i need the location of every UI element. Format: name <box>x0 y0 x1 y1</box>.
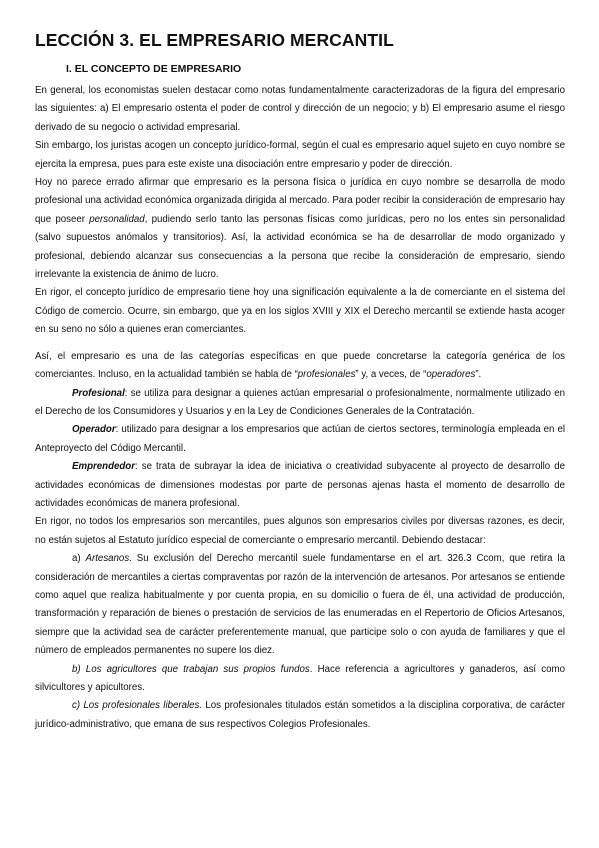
term-operador: Operador <box>72 424 116 436</box>
term-profesionales: profesionales <box>297 369 356 381</box>
paragraph-definition: Hoy no parece errado afirmar que empresario es la persona física o jurídica en cuyo nombre se desarrolla de modo profesional una actividad económica organizada dirigida al mercado. Para poder recibir la consideración de empresario hay que poseer personalidad, pudiendo serlo tanto las personas físicas como jurídicas, pero no los entes sin personalidad (salvo supuestos anómalos y transitorios). Así, la actividad económica se ha de desarrollar de modo organizado y profesional, debiendo alcanzar sus consecuencias a la persona que recibe la consideración de empresario, siendo irrelevante la existencia de ánimo de lucro. <box>35 177 565 281</box>
lesson-title: LECCIÓN 3. EL EMPRESARIO MERCANTIL <box>35 30 394 50</box>
term-personalidad: personalidad <box>89 213 145 225</box>
paragraph-non-mercantile: En rigor, no todos los empresarios son mercantiles, pues algunos son empresarios civiles por diversas razones, es decir, no están sujetos al Estatuto jurídico especial de comerciante o empresario mercantil. Debiendo destacar: <box>35 516 565 546</box>
paragraph-categories: Así, el empresario es una de las categorías específicas en que puede concretarse la categoría genérica de los comerciantes. Incluso, en la actualidad también se habla de “profesionales” y, a veces, de “operadores”. <box>35 350 565 381</box>
term-profesionales-liberales: c) Los profesionales liberales. <box>72 700 203 712</box>
paragraph-jurists: Sin embargo, los juristas acogen un concepto jurídico-formal, según el cual es empresario aquel sujeto en cuyo nombre se ejercita la empresa, pues para este existe una disociación entre empresario y poder de dirección. <box>35 140 565 170</box>
term-profesional: Profesional <box>72 387 125 399</box>
paragraph-operador: Operador: utilizado para designar a los empresarios que actúan de ciertos sectores, terminología empleada en el Anteproyecto del Código Mercantil. <box>35 424 565 454</box>
paragraph-profesional: Profesional: se utiliza para designar a quienes actúan empresarial o profesionalmente, normalmente utilizado en el Derecho de los Consumidores y Usuarios y en la Ley de Condiciones Generales de la Contratación. <box>35 387 565 417</box>
paragraph-economists: En general, los economistas suelen destacar como notas fundamentalmente caracterizadoras de la figura del empresario las siguientes: a) El empresario ostenta el poder de control y dirección de un negocio; y b) El empresario asume el riesgo derivado de su negocio o actividad empresarial. <box>35 85 565 133</box>
paragraph-agricultores: b) Los agricultores que trabajan sus propios fundos. Hace referencia a agricultores y ganaderos, así como silvicultores y apicultores. <box>35 663 565 693</box>
paragraph-rigor: En rigor, el concepto jurídico de empresario tiene hoy una significación equivalente a la de comerciante en el sistema del Código de comercio. Ocurre, sin embargo, que ya en los siglos XVIII y XIX el Derecho mercantil se extiende hasta acoger en su seno no sólo a quienes eran comerciantes. <box>35 287 565 336</box>
paragraph-emprendedor: Emprendedor: se trata de subrayar la idea de iniciativa o creatividad subyacente al proyecto de desarrollo de actividades económicas de dimensiones modestas por parte de personas ajenas hasta el momento de desarrollo de actividades económicas de manera profesional. <box>35 461 565 509</box>
term-artesanos: Artesanos <box>85 553 130 565</box>
paragraph-profesionales-liberales: c) Los profesionales liberales. Los profesionales titulados están sometidos a la disciplina corporativa, de carácter jurídico-administrativo, que emana de sus respectivos Colegios Profesionales. <box>35 700 565 730</box>
document-page <box>35 30 565 734</box>
term-agricultores: b) Los agricultores que trabajan sus propios fundos <box>72 663 310 675</box>
term-operadores: operadores <box>426 369 476 381</box>
paragraph-artesanos: a) Artesanos. Su exclusión del Derecho mercantil suele fundamentarse en el art. 326.3 Ccom, que retira la consideración de mercantiles a ciertas compraventas por razón de la intervención de artesanos. Por artesanos se entiende como aquel que realiza habitualmente y por cuenta propia, en su domicilio o fuera de él, una actividad de producción, transformación y reparación de bienes o prestación de servicios de las enumeradas en el Repertorio de Oficios Artesanos, siempre que la actividad sea de carácter preferentemente manual, que participe solo o con ayuda de familiares y que el número de empleados permanentes no supere los diez. <box>35 553 565 657</box>
section-heading: I. EL CONCEPTO DE EMPRESARIO <box>66 63 242 75</box>
term-emprendedor: Emprendedor <box>72 461 135 473</box>
